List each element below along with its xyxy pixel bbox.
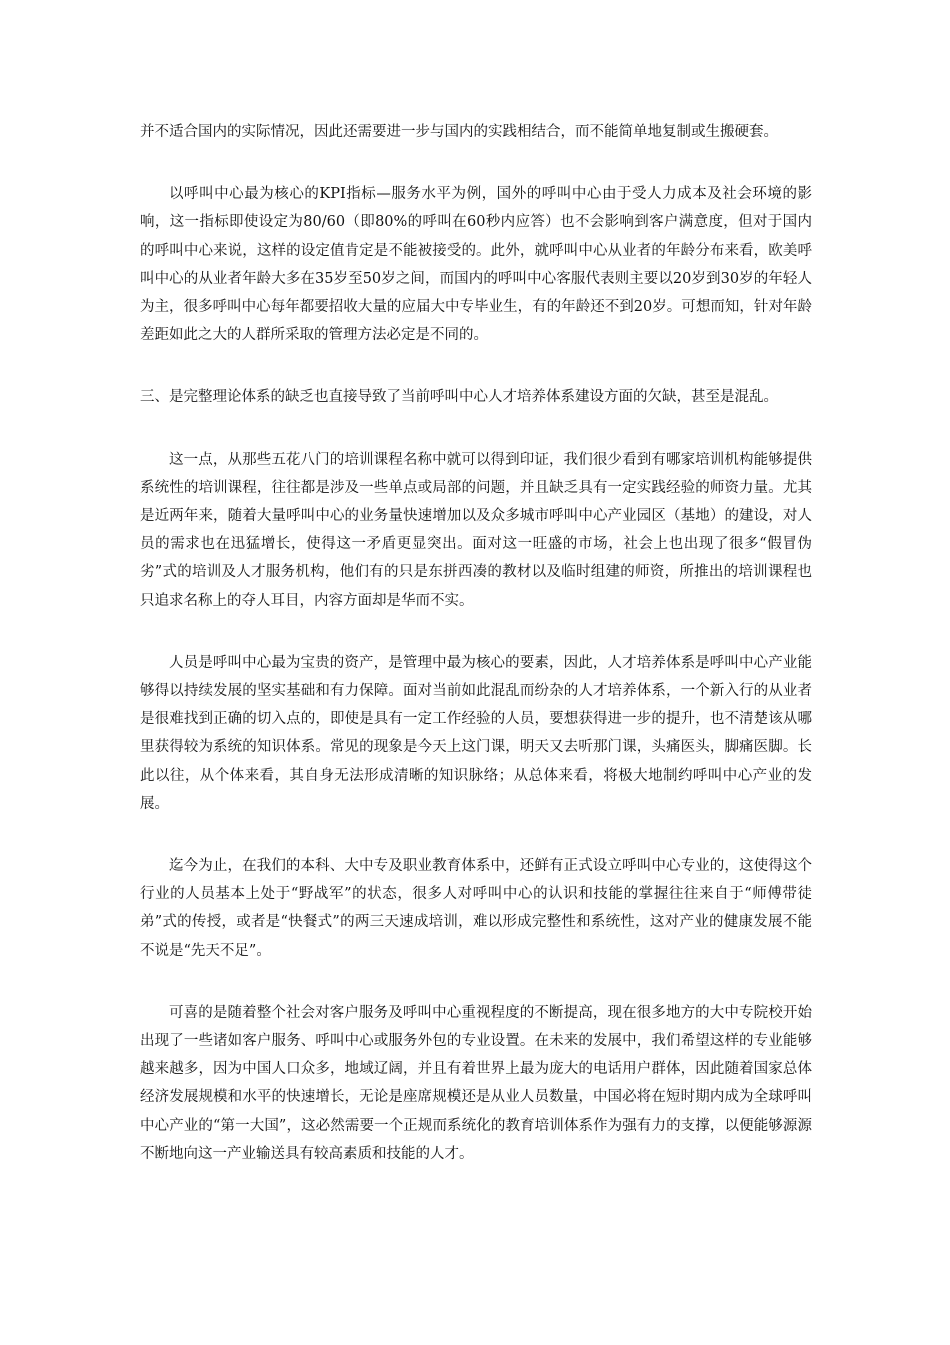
paragraph-5-text: 人员是呼叫中心最为宝贵的资产，是管理中最为核心的要素，因此，人才培养体系是呼叫中心产业能够得以持续发展的坚实基础和有力保障。面对当前如此混乱而纷杂的人才培养体系，一个新入行的从业者是很难找到正确的切入点的，即使是具有一定工作经验的人员，要想获得进一步的提升，也不清楚该从哪里获得较为系统的知识体系。常见的现象是今天上这门课，明天又去听那门课，头痛医头，脚痛医脚。长此以往，从个体来看，其自身无法形成清晰的知识脉络；从总体来看，将极大地制约呼叫中心产业的发展。: [140, 654, 812, 812]
paragraph-1: [140, 118, 812, 146]
paragraph-gap: [140, 412, 812, 446]
document-body: [140, 118, 812, 1168]
paragraph-6-text: 迄今为止，在我们的本科、大中专及职业教育体系中，还鲜有正式设立呼叫中心专业的，这使得这个行业的人员基本上处于“野战军”的状态，很多人对呼叫中心的认识和技能的掌握往往来自于“师傅带徒弟”式的传授，或者是“快餐式”的两三天速成培训，难以形成完整性和系统性，这对产业的健康发展不能不说是“先天不足”。: [140, 858, 812, 959]
section-heading-3-text: 三、是完整理论体系的缺乏也直接导致了当前呼叫中心人才培养体系建设方面的欠缺，甚至是混乱。: [140, 389, 778, 406]
paragraph-6: [140, 852, 812, 965]
paragraph-4: [140, 446, 812, 615]
paragraph-7-text: 可喜的是随着整个社会对客户服务及呼叫中心重视程度的不断提高，现在很多地方的大中专院校开始出现了一些诸如客户服务、呼叫中心或服务外包的专业设置。在未来的发展中，我们希望这样的专业能够越来越多，因为中国人口众多，地域辽阔，并且有着世界上最为庞大的电话用户群体，因此随着国家总体经济发展规模和水平的快速增长，无论是座席规模还是从业人员数量，中国必将在短时期内成为全球呼叫中心产业的“第一大国”，这必然需要一个正规而系统化的教育培训体系作为强有力的支撑，以便能够源源不断地向这一产业输送具有较高素质和技能的人才。: [140, 1004, 812, 1162]
paragraph-2: [140, 180, 812, 349]
paragraph-7: [140, 999, 812, 1168]
paragraph-gap: [140, 615, 812, 649]
paragraph-1-text: 并不适合国内的实际情况，因此还需要进一步与国内的实践相结合，而不能简单地复制或生搬硬套。: [140, 124, 778, 140]
paragraph-gap: [140, 146, 812, 180]
paragraph-gap: [140, 818, 812, 852]
paragraph-5: [140, 649, 812, 818]
paragraph-gap: [140, 349, 812, 383]
paragraph-gap: [140, 965, 812, 999]
section-heading-3: [140, 383, 812, 411]
paragraph-4-text: 这一点，从那些五花八门的培训课程名称中就可以得到印证，我们很少看到有哪家培训机构能够提供系统性的培训课程，往往都是涉及一些单点或局部的问题，并且缺乏具有一定实践经验的师资力量。尤其是近两年来，随着大量呼叫中心的业务量快速增加以及众多城市呼叫中心产业园区（基地）的建设，对人员的需求也在迅猛增长，使得这一矛盾更显突出。面对这一旺盛的市场，社会上也出现了很多“假冒伪劣”式的培训及人才服务机构，他们有的只是东拼西凑的教材以及临时组建的师资，所推出的培训课程也只追求名称上的夺人耳目，内容方面却是华而不实。: [140, 451, 812, 609]
paragraph-2-text: 以呼叫中心最为核心的KPI指标—服务水平为例，国外的呼叫中心由于受人力成本及社会环境的影响，这一指标即使设定为80/60（即80%的呼叫在60秒内应答）也不会影响到客户满意度，但对于国内的呼叫中心来说，这样的设定值肯定是不能被接受的。此外，就呼叫中心从业者的年龄分布来看，欧美呼叫中心的从业者年龄大多在35岁至50岁之间，而国内的呼叫中心客服代表则主要以20岁到30岁的年轻人为主，很多呼叫中心每年都要招收大量的应届大中专毕业生，有的年龄还不到20岁。可想而知，针对年龄差距如此之大的人群所采取的管理方法必定是不同的。: [140, 186, 812, 344]
